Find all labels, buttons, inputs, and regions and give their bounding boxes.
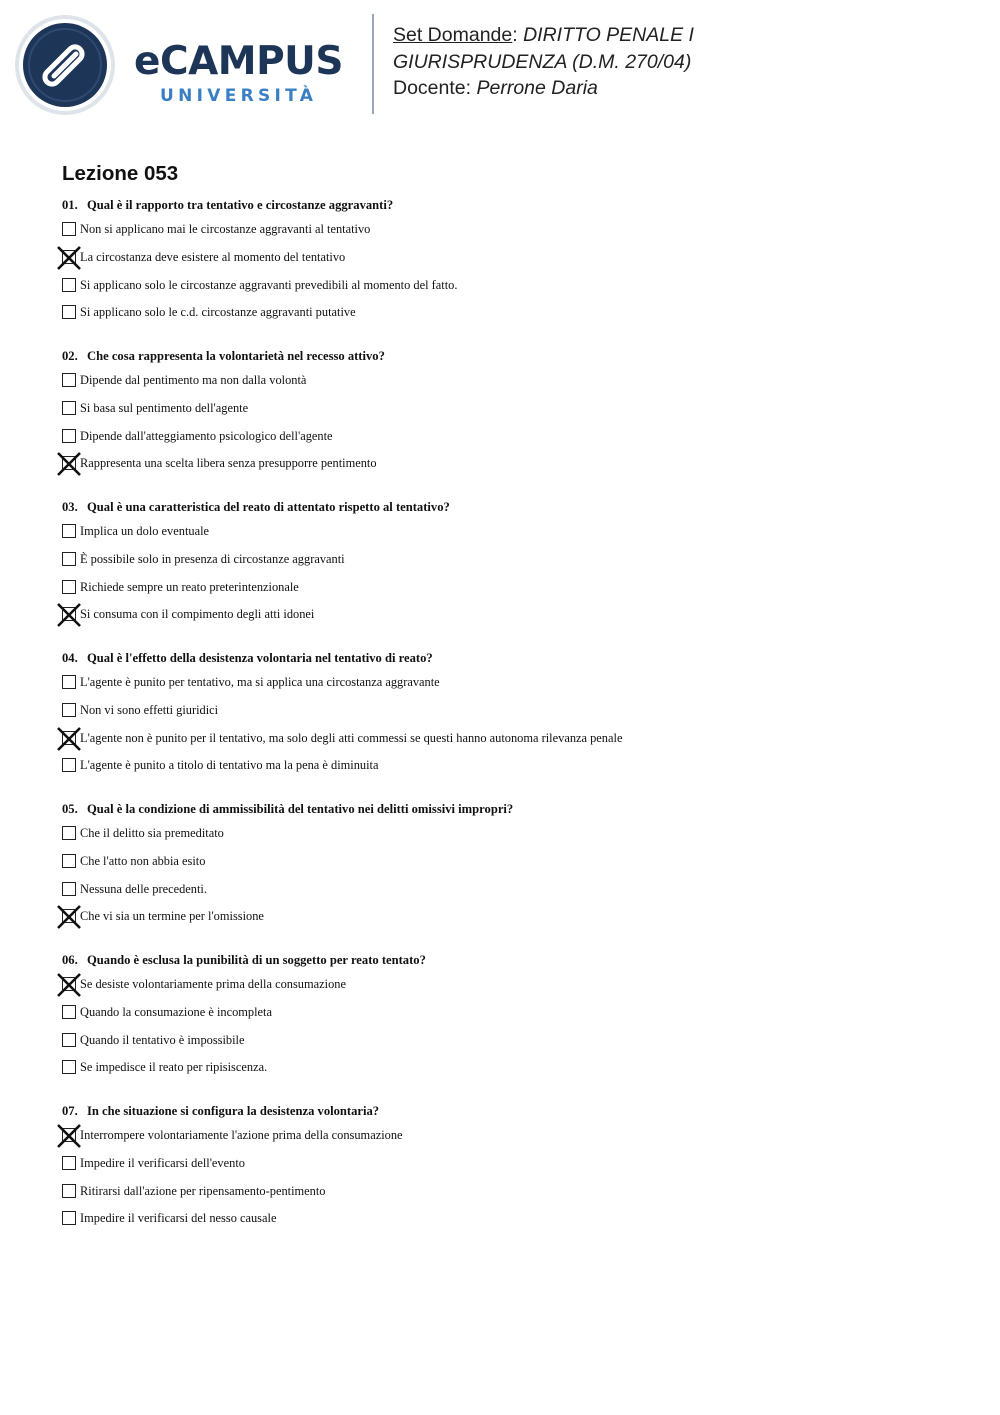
answer-option[interactable] bbox=[62, 551, 962, 579]
answer-text: Impedire il verificarsi dell'evento bbox=[80, 1155, 245, 1170]
answer-option[interactable] bbox=[62, 730, 962, 758]
question-text: Qual è la condizione di ammissibilità del tentativo nei delitti omissivi impropri? bbox=[87, 802, 514, 816]
answer-text: Che vi sia un termine per l'omissione bbox=[80, 909, 264, 924]
set-value: DIRITTO PENALE I bbox=[523, 24, 694, 46]
question-title bbox=[62, 499, 962, 523]
checkbox[interactable] bbox=[62, 882, 76, 896]
question-number: 04. bbox=[62, 651, 78, 665]
answer-option[interactable] bbox=[62, 1004, 962, 1032]
checkbox[interactable] bbox=[62, 1156, 76, 1170]
answer-option[interactable] bbox=[62, 372, 962, 400]
answer-option[interactable] bbox=[62, 1155, 962, 1183]
answer-text: Dipende dall'atteggiamento psicologico dell'agente bbox=[80, 428, 333, 443]
answer-option[interactable] bbox=[62, 702, 962, 730]
logo-subtitle: UNIVERSITÀ bbox=[160, 86, 318, 106]
answer-text: Non vi sono effetti giuridici bbox=[80, 702, 219, 717]
question-block bbox=[62, 197, 962, 348]
question-number: 07. bbox=[62, 1104, 78, 1118]
course-line bbox=[393, 49, 694, 76]
answer-text: Che l'atto non abbia esito bbox=[80, 853, 206, 868]
answer-text: Interrompere volontariamente l'azione prima della consumazione bbox=[80, 1128, 403, 1142]
header-divider bbox=[372, 14, 374, 114]
answer-option[interactable] bbox=[62, 249, 962, 277]
answer-option[interactable] bbox=[62, 1059, 962, 1087]
answer-text: La circostanza deve esistere al momento del tentativo bbox=[80, 249, 346, 264]
checked-checkbox[interactable] bbox=[62, 456, 76, 470]
answer-text: Se impedisce il reato per ripisiscenza. bbox=[80, 1060, 268, 1075]
answer-option[interactable] bbox=[62, 757, 962, 785]
cross-mark-icon bbox=[57, 727, 81, 751]
checkbox[interactable] bbox=[62, 758, 76, 772]
answer-text: Non si applicano mai le circostanze aggravanti al tentativo bbox=[80, 222, 371, 236]
question-title bbox=[62, 952, 962, 976]
checkbox[interactable] bbox=[62, 675, 76, 689]
cross-mark-icon bbox=[57, 603, 81, 627]
cross-mark-icon bbox=[57, 452, 81, 476]
answer-text: L'agente è punito per tentativo, ma si applica una circostanza aggravante bbox=[80, 675, 440, 689]
checkbox[interactable] bbox=[62, 222, 76, 236]
checked-checkbox[interactable] bbox=[62, 607, 76, 621]
question-number: 02. bbox=[62, 349, 78, 363]
answer-option[interactable] bbox=[62, 976, 962, 1004]
header-info bbox=[393, 22, 694, 102]
teacher-name: Perrone Daria bbox=[476, 77, 598, 100]
question-number: 06. bbox=[62, 953, 78, 967]
answer-option[interactable] bbox=[62, 304, 962, 332]
checkbox[interactable] bbox=[62, 278, 76, 292]
question-block bbox=[62, 499, 962, 650]
logo-wordmark: eCAMPUS bbox=[134, 39, 343, 84]
question-number: 01. bbox=[62, 198, 78, 212]
checkbox[interactable] bbox=[62, 703, 76, 717]
answer-option[interactable] bbox=[62, 455, 962, 483]
answer-option[interactable] bbox=[62, 853, 962, 881]
question-title bbox=[62, 348, 962, 372]
checkbox[interactable] bbox=[62, 1033, 76, 1047]
answer-text: Nessuna delle precedenti. bbox=[80, 881, 207, 896]
cross-mark-icon bbox=[57, 905, 81, 929]
checked-checkbox[interactable] bbox=[62, 731, 76, 745]
checkbox[interactable] bbox=[62, 524, 76, 538]
answer-text: Si consuma con il compimento degli atti idonei bbox=[80, 607, 315, 622]
checkbox[interactable] bbox=[62, 1060, 76, 1074]
answer-text: L'agente è punito a titolo di tentativo ma la pena è diminuita bbox=[80, 758, 379, 773]
answer-option[interactable] bbox=[62, 1183, 962, 1211]
checkbox[interactable] bbox=[62, 1005, 76, 1019]
set-label: Set Domande bbox=[393, 24, 513, 46]
checkbox[interactable] bbox=[62, 305, 76, 319]
question-block bbox=[62, 650, 962, 801]
cross-mark-icon bbox=[57, 246, 81, 270]
answer-text: L'agente non è punito per il tentativo, ma solo degli atti commessi se questi hanno autonoma rilevanza penale bbox=[80, 730, 623, 745]
checkbox[interactable] bbox=[62, 1211, 76, 1225]
question-text: In che situazione si configura la desistenza volontaria? bbox=[87, 1104, 380, 1118]
question-block bbox=[62, 952, 962, 1103]
answer-text: Quando la consumazione è incompleta bbox=[80, 1004, 272, 1019]
question-title bbox=[62, 1103, 962, 1127]
question-text: Qual è una caratteristica del reato di attentato rispetto al tentativo? bbox=[87, 500, 450, 514]
checkbox[interactable] bbox=[62, 373, 76, 387]
checkbox[interactable] bbox=[62, 429, 76, 443]
answer-option[interactable] bbox=[62, 221, 962, 249]
set-line: Set Domande: DIRITTO PENALE I bbox=[393, 24, 694, 46]
question-block bbox=[62, 801, 962, 952]
checked-checkbox[interactable] bbox=[62, 1128, 76, 1142]
checkbox[interactable] bbox=[62, 854, 76, 868]
teacher-label: Docente: bbox=[393, 77, 472, 100]
answer-text: Si applicano solo le c.d. circostanze aggravanti putative bbox=[80, 305, 356, 320]
question-title bbox=[62, 650, 962, 674]
answer-text: Quando il tentativo è impossibile bbox=[80, 1032, 245, 1047]
answer-option[interactable] bbox=[62, 428, 962, 456]
answer-text: Se desiste volontariamente prima della consumazione bbox=[80, 977, 346, 991]
teacher-line bbox=[393, 75, 694, 102]
question-block bbox=[62, 348, 962, 499]
checked-checkbox[interactable] bbox=[62, 909, 76, 923]
answer-option[interactable] bbox=[62, 400, 962, 428]
answer-option[interactable] bbox=[62, 908, 962, 936]
answer-text: Che il delitto sia premeditato bbox=[80, 826, 224, 840]
cross-mark-icon bbox=[57, 1124, 81, 1148]
answer-option[interactable] bbox=[62, 579, 962, 607]
answer-option[interactable] bbox=[62, 1127, 962, 1155]
answer-option[interactable] bbox=[62, 1210, 962, 1238]
answer-text: Ritirarsi dall'azione per ripensamento-pentimento bbox=[80, 1183, 326, 1198]
ecampus-logo-icon bbox=[14, 14, 116, 116]
cross-mark-icon bbox=[57, 973, 81, 997]
answer-option[interactable] bbox=[62, 825, 962, 853]
question-text: Quando è esclusa la punibilità di un soggetto per reato tentato? bbox=[87, 953, 426, 967]
answer-option[interactable] bbox=[62, 674, 962, 702]
question-text: Che cosa rappresenta la volontarietà nel recesso attivo? bbox=[87, 349, 385, 363]
answer-option[interactable] bbox=[62, 606, 962, 634]
question-list bbox=[62, 197, 962, 1254]
answer-text: Implica un dolo eventuale bbox=[80, 524, 210, 538]
answer-text: Richiede sempre un reato preterintenzionale bbox=[80, 579, 299, 594]
answer-text: Dipende dal pentimento ma non dalla volontà bbox=[80, 373, 307, 387]
question-block bbox=[62, 1103, 962, 1254]
lesson-title: Lezione 053 bbox=[62, 162, 179, 185]
answer-option[interactable] bbox=[62, 277, 962, 305]
checkbox[interactable] bbox=[62, 826, 76, 840]
answer-option[interactable] bbox=[62, 523, 962, 551]
question-title bbox=[62, 801, 962, 825]
question-number: 03. bbox=[62, 500, 78, 514]
answer-text: È possibile solo in presenza di circostanze aggravanti bbox=[80, 551, 345, 566]
answer-text: Rappresenta una scelta libera senza presupporre pentimento bbox=[80, 456, 377, 471]
checked-checkbox[interactable] bbox=[62, 977, 76, 991]
answer-text: Impedire il verificarsi del nesso causale bbox=[80, 1211, 277, 1226]
page-header bbox=[0, 0, 1000, 130]
checkbox[interactable] bbox=[62, 552, 76, 566]
question-text: Qual è il rapporto tra tentativo e circostanze aggravanti? bbox=[87, 198, 394, 212]
checkbox[interactable] bbox=[62, 1184, 76, 1198]
answer-option[interactable] bbox=[62, 1032, 962, 1060]
question-text: Qual è l'effetto della desistenza volontaria nel tentativo di reato? bbox=[87, 651, 433, 665]
answer-option[interactable] bbox=[62, 881, 962, 909]
answer-text: Si applicano solo le circostanze aggravanti prevedibili al momento del fatto. bbox=[80, 277, 458, 292]
checkbox[interactable] bbox=[62, 580, 76, 594]
answer-text: Si basa sul pentimento dell'agente bbox=[80, 400, 249, 415]
checkbox[interactable] bbox=[62, 401, 76, 415]
question-number: 05. bbox=[62, 802, 78, 816]
course-name: GIURISPRUDENZA (D.M. 270/04) bbox=[393, 50, 692, 73]
question-title bbox=[62, 197, 962, 221]
checked-checkbox[interactable] bbox=[62, 250, 76, 264]
